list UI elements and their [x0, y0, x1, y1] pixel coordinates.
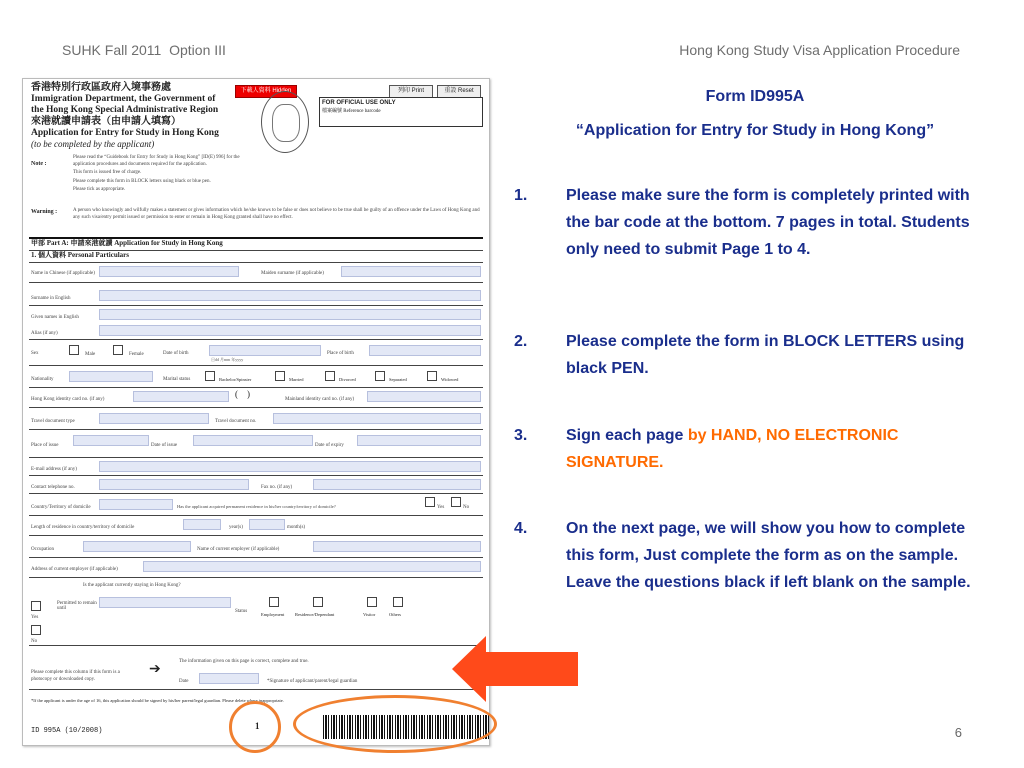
- slide-topic: Hong Kong Study Visa Application Procedure: [679, 42, 960, 58]
- dept-english-1: Immigration Department, the Government of: [31, 94, 216, 104]
- sex-female-checkbox: [113, 345, 123, 355]
- hidden-form-button: 下載人資料 Hidden Form: [235, 85, 297, 98]
- barcode-highlight: [293, 695, 497, 753]
- form-title-chinese: 來港就讀申請表（由申請人填寫）: [31, 116, 181, 127]
- right-arrow-icon: ➔: [149, 662, 161, 677]
- print-button: 列印 Print: [389, 85, 433, 98]
- slide-subtitle: “Application for Entry for Study in Hong Kong”: [575, 122, 935, 139]
- form-id995a-image: 下載人資料 Hidden Form 列印 Print 重設 Reset FOR OFFICIAL USE ONLY 檔案編號 Reference barcode 香港特別行政區政府入境事務處 Immigration Department, the Government of the Hong Kong Special Administrative Region 來港就讀申請表（由申請人填寫） Application for Entry for Study in Hong Kong (to be completed by the applicant) Note : Please read the “Guidebook for Entry for Study in Hong Kong” [ID(E) 996] for the application procedures and documents required for the application. This form is issued free of charge. Please complete this form in BLOCK letters using black or blue pen. Please tick as appropriate. Warning : A person who knowingly and wilfully makes a statement or gives information which he/she knows to be false or does not believe to be true shall be guilty of an offence under the Laws of Hong Kong and any such visa/entry permit issued or permission to enter or remain in Hong Kong granted shall have no effect. 甲部 Part A: 申請來港就讀 Application for Study in Hong Kong 1. 個人資料 Personal Particulars Name in Chinese (if applicable) Maiden surname (if applicable) Surname in English Given names in English Alias (if any) Sex Male Female Date of birth 日dd 月mm 年yyyy Place of birth Nationality Marital status Bachelor/Spinster Married Divorced Separated Widowed Hong Kong identity card no. (if any) ( ) Mainland identity card no. (if any) Travel document type Travel document no. Place of issue Date of issue Date of expiry E-mail address (if any) Contact telephone no. Fax no. (if any) Country/Territory of domicile Has the applicant acquired permanent residence in his/her country/territory of domicile? Yes No Length of residence in country/territory of domicile year(s) month(s) Occupation Name of current employer (if applicable) Address of current employer (if applicable) Is the applicant currently staying in Hong Kong? Yes Permitted to remain until Status Employment Residence/Dependant Visitor Others No Please complete this column if this form is a photocopy or downloaded copy. ➔ The information given on this page is correct, complete and true. Date *Signature of applicant/parent/legal guardian *If the applicant is under the age of 16, this application should be signed by his/her parent/legal guardian. Please delete where inappropriate. 1 ID 995A (10/2008): [22, 78, 490, 746]
- hksar-crest-icon: [261, 91, 309, 153]
- form-subtitle: (to be completed by the applicant): [31, 139, 155, 149]
- warning-text: A person who knowingly and wilfully makes a statement or gives information which he/she knows to be false or does not believe to be true shall be guilty of an offence under the Laws of Hong Kong and any such visa/entry permit issued or permission to enter or remain in Hong Kong granted shall have no effect.: [73, 208, 480, 220]
- dept-english-2: the Hong Kong Special Administrative Region: [31, 105, 219, 115]
- page-number-highlight: [229, 701, 281, 753]
- course-label: SUHK Fall 2011 Option III: [62, 42, 226, 58]
- slide-header: [0, 0, 1024, 75]
- slide-page-number: 6: [954, 725, 962, 740]
- sex-male-checkbox: [69, 345, 79, 355]
- reset-button: 重設 Reset: [437, 85, 481, 98]
- form-page-number: 1: [255, 721, 260, 731]
- section-personal-particulars: 1. 個人資料 Personal Particulars: [31, 251, 129, 259]
- left-arrow-icon: [452, 636, 578, 702]
- official-use-box: FOR OFFICIAL USE ONLY 檔案編號 Reference barcode: [319, 97, 483, 127]
- dept-chinese: 香港特別行政區政府入境事務處: [31, 82, 171, 93]
- part-a-heading: 甲部 Part A: 申請來港就讀 Application for Study in Hong Kong: [31, 239, 223, 247]
- slide-title: Form ID995A: [705, 88, 805, 105]
- form-title-english: Application for Entry for Study in Hong Kong: [31, 128, 219, 138]
- form-id-code: ID 995A (10/2008): [31, 727, 103, 735]
